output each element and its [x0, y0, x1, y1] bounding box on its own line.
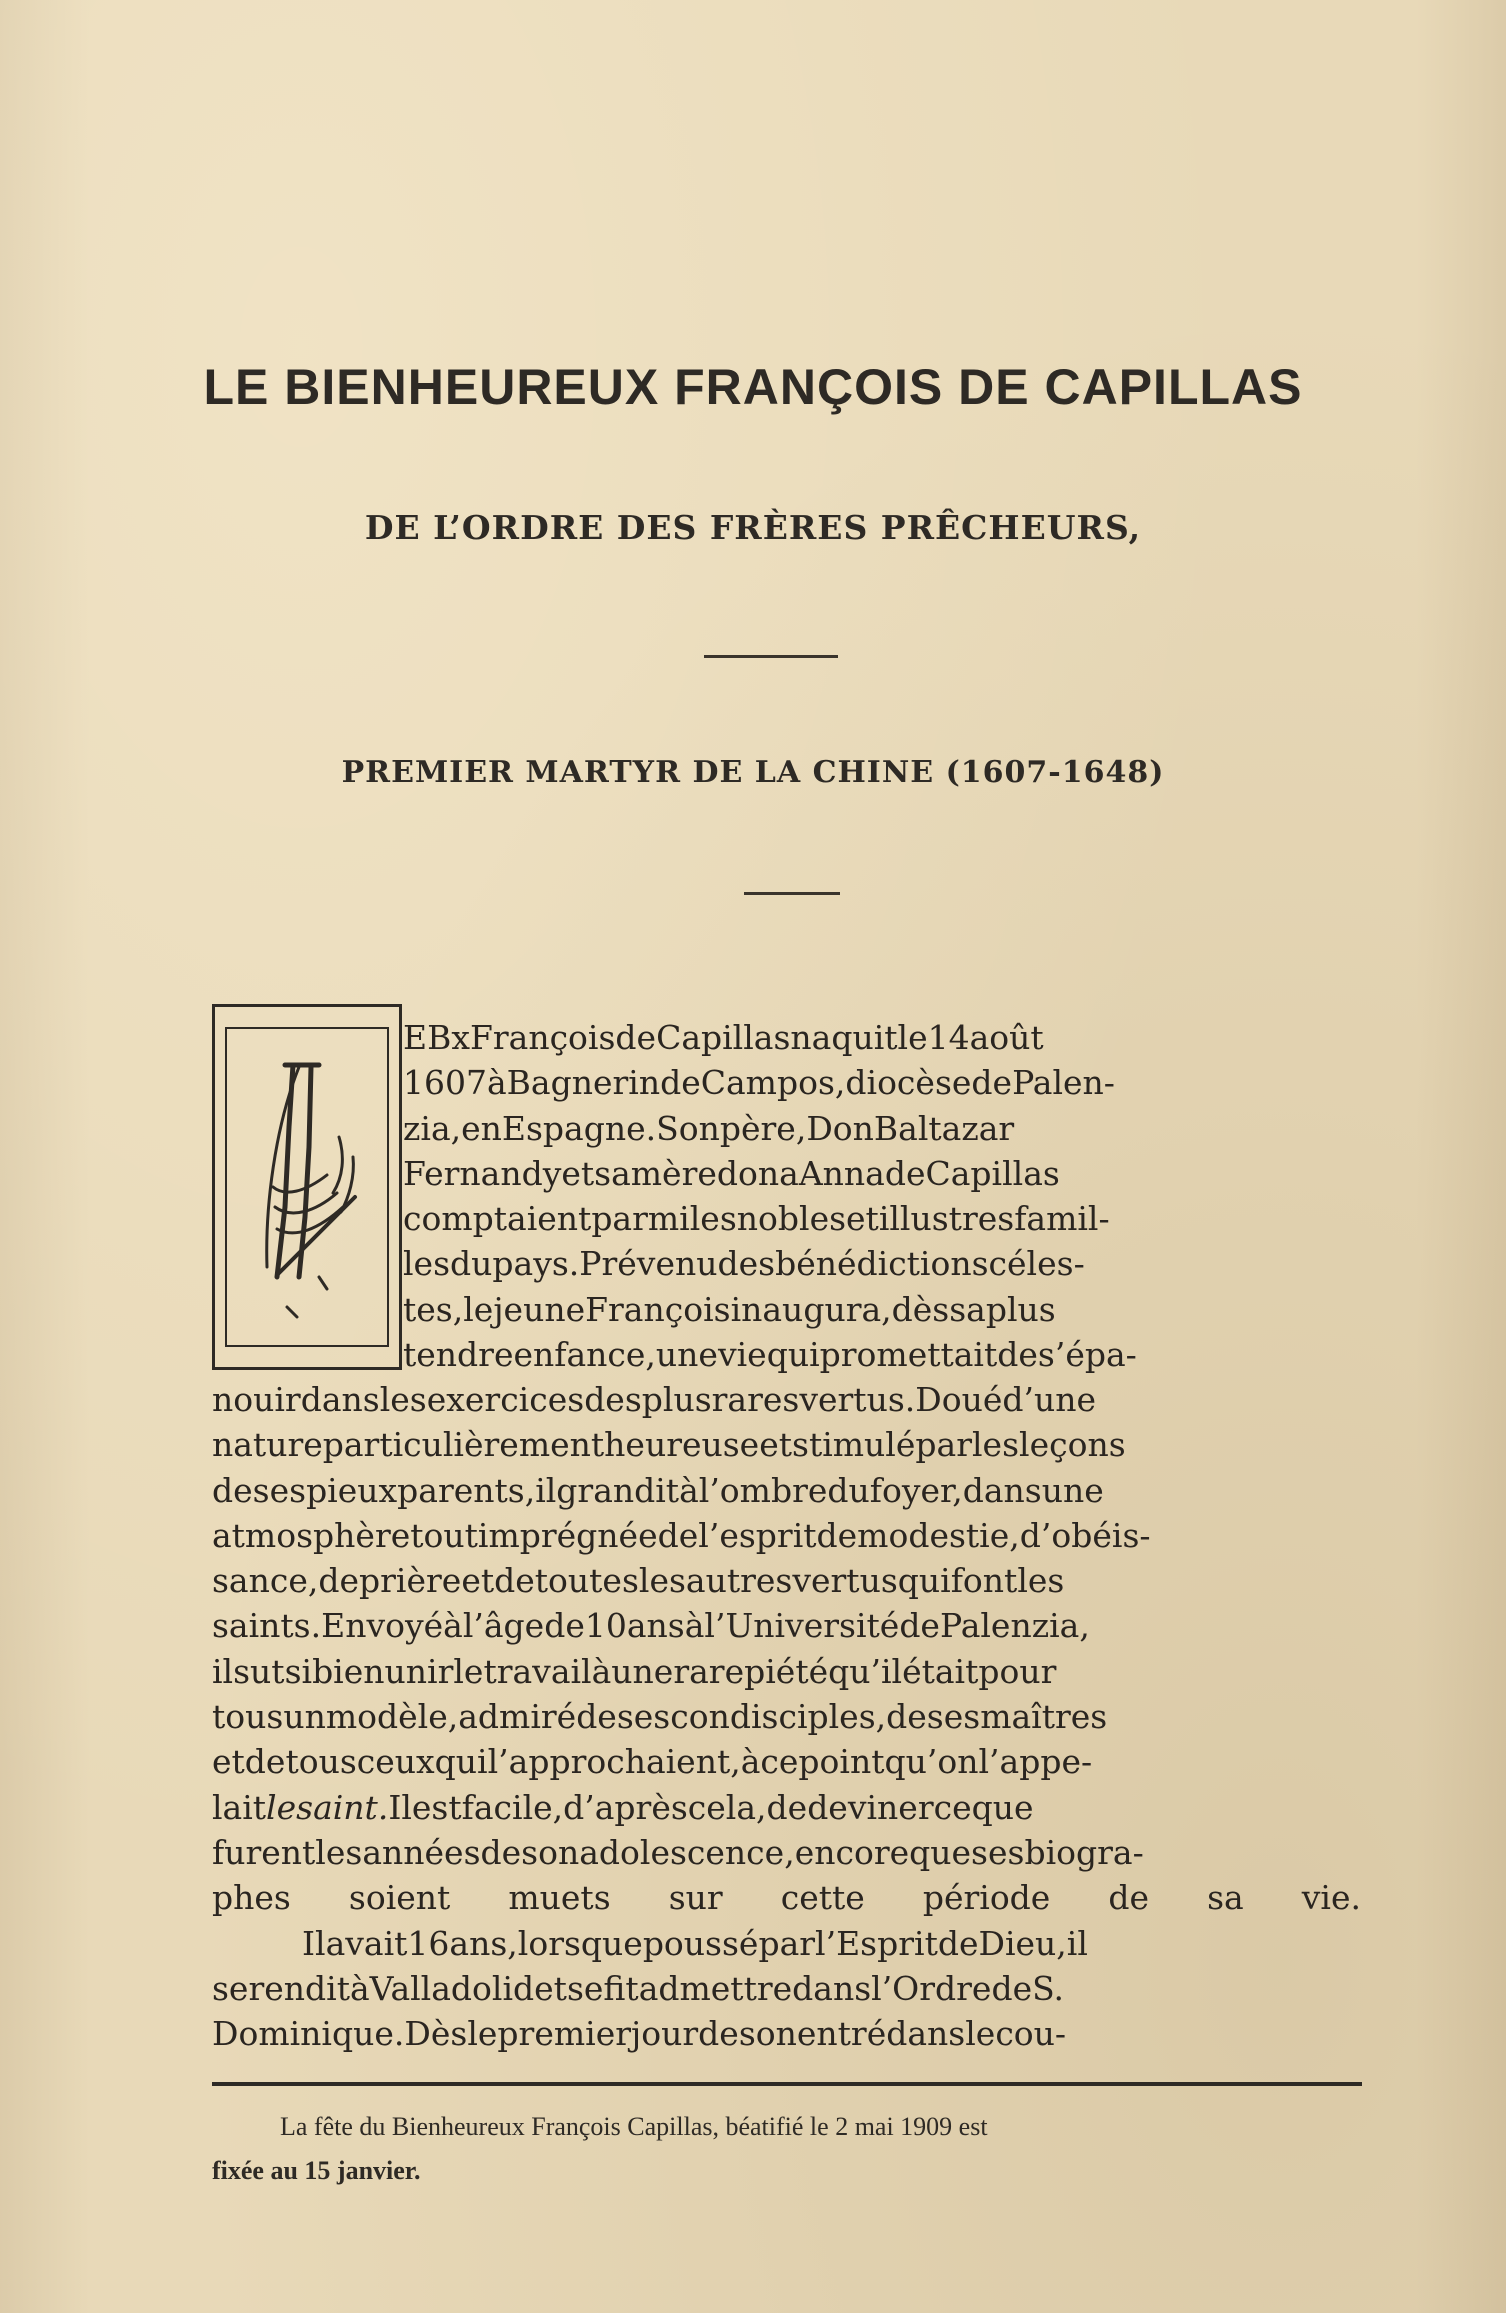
text-line: nouirdanslesexercicesdesplusraresvertus.Douéd’une — [212, 1380, 1097, 1419]
text-line: 1607àBagnerindeCampos,diocèsedePalen- — [403, 1063, 1115, 1103]
body-text — [212, 1377, 1361, 2056]
drop-cap-letter-l — [215, 1007, 399, 1367]
footnote-line: fixée au 15 janvier. — [212, 2156, 421, 2185]
text-line: tendreenfance,uneviequipromettaitdes’épa- — [403, 1335, 1137, 1375]
text-line: desespieuxparents,ilgranditàl’ombredufoyer,dansune — [212, 1470, 1104, 1510]
drop-cap-ornament — [212, 1004, 402, 1370]
text-line: sance,deprièreetdetouteslesautresvertusquifontles — [212, 1561, 1065, 1601]
text-line: zia,enEspagne.Sonpère,DonBaltazar — [403, 1108, 1015, 1148]
text-line: saints.Envoyéàl’âgede10ansàl’UniversitédePalenzia, — [212, 1606, 1090, 1646]
text-line: natureparticulièrementheureuseetstimuléparlesleçons — [212, 1425, 1126, 1465]
text-line: tousunmodèle,admirédesescondisciples,desesmaîtres — [212, 1697, 1108, 1737]
lead-paragraph — [403, 1015, 1361, 1377]
chapter-subheading: PREMIER MARTYR DE LA CHINE (1607-1648) — [341, 755, 1165, 790]
footnote-line: La fête du Bienheureux François Capillas, béatifié le 2 mai 1909 est — [280, 2112, 988, 2141]
footnote — [212, 2105, 1362, 2193]
text-line: tes,lejeuneFrançoisinaugura,dèssaplus — [403, 1289, 1056, 1329]
text-line: furentlesannéesdesonadolescence,encorequesesbiogra- — [212, 1832, 1144, 1872]
text-line: EBxFrançoisdeCapillasnaquitle14août — [403, 1018, 1044, 1057]
divider-rule — [704, 655, 838, 658]
text-line: FernandyetsamèredonaAnnadeCapillas — [403, 1153, 1060, 1193]
divider-rule — [744, 892, 840, 895]
text-line: laitlesaint.Ilestfacile,d’aprèscela,dedevinerceque — [212, 1787, 1034, 1827]
text-line: serenditàValladolidetsefitadmettredansl’OrdredeS. — [212, 1968, 1065, 2008]
text-line: Dominique.Dèslepremierjourdesonentrédanslecou- — [212, 2014, 1067, 2054]
footnote-rule — [212, 2082, 1362, 2086]
text-line: lesdupays.Prévenudesbénédictionscéles- — [403, 1244, 1085, 1284]
page-subtitle: DE L’ORDRE DES FRÈRES PRÊCHEURS, — [364, 508, 1142, 547]
text-line: etdetousceuxquil’approchaient,àcepointqu’onl’appe- — [212, 1742, 1093, 1782]
text-line: atmosphèretoutimprégnéedel’espritdemodestie,d’obéis- — [212, 1515, 1151, 1555]
text-line: comptaientparmilesnoblesetillustresfamil- — [403, 1199, 1110, 1239]
text-line: Ilavait16ans,lorsquepousséparl’EspritdeDieu,il — [302, 1923, 1088, 1963]
page-title: LE BIENHEUREUX FRANÇOIS DE CAPILLAS — [203, 359, 1303, 415]
text-line: phes soient muets sur cette période de sa vie. — [212, 1878, 1361, 1918]
text-line: ilsutsibienunirletravailàunerarepiétéqu’ilétaitpour — [212, 1651, 1057, 1691]
